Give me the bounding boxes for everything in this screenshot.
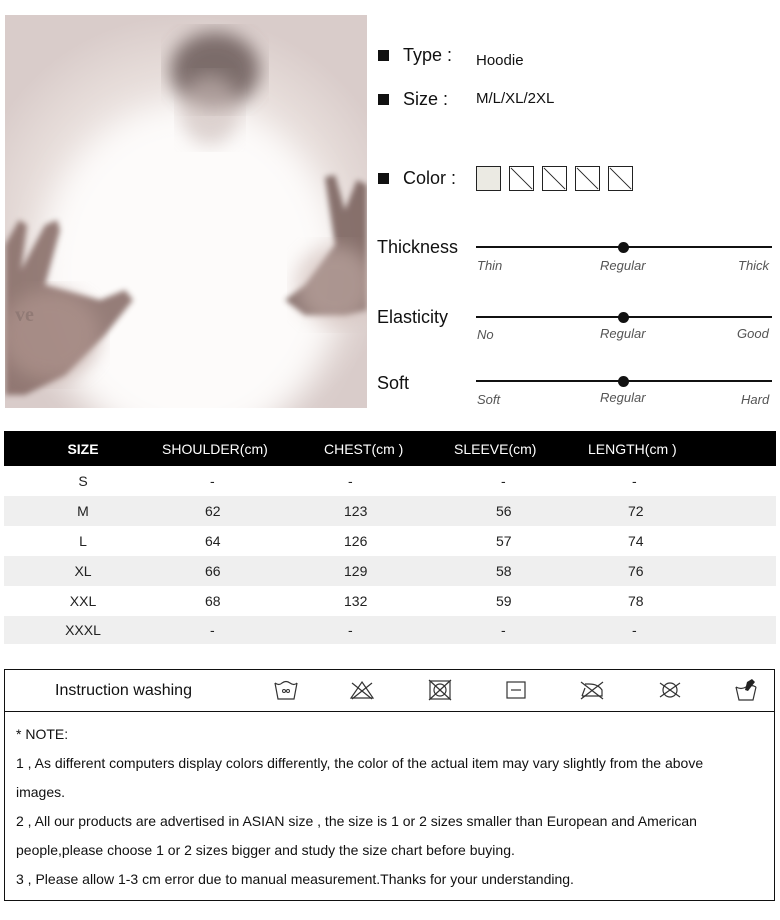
table-row [4, 526, 776, 556]
cell-length: - [588, 616, 776, 644]
table-header-row [4, 431, 776, 466]
care-and-notes-box [4, 669, 775, 901]
bullet-icon [378, 173, 389, 184]
cell-chest: 132 [344, 593, 368, 609]
color-swatch-unavailable[interactable] [608, 166, 633, 191]
cell-shoulder: 62 [162, 496, 299, 526]
cell-sleeve: 59 [496, 593, 512, 609]
cell-chest: - [348, 473, 353, 489]
header-size: SIZE [4, 431, 162, 466]
cell-size: XXXL [4, 616, 162, 644]
note-line: images. [16, 784, 66, 800]
spec-type-value: Hoodie [476, 52, 524, 69]
cell-shoulder: - [162, 616, 299, 644]
scale-high-label: Thick [738, 258, 770, 273]
hand-wash-only-icon [733, 678, 759, 702]
table-row [4, 586, 776, 616]
spec-size-label: Size : [403, 89, 449, 109]
note-heading: * NOTE: [16, 726, 69, 742]
color-swatches [476, 166, 633, 191]
header-shoulder: SHOULDER(cm) [162, 431, 299, 466]
cell-shoulder: 66 [162, 556, 299, 586]
scale-high-label: Hard [741, 392, 770, 407]
cell-chest: 123 [299, 496, 454, 526]
cell-size: L [79, 533, 87, 549]
washing-header [5, 670, 774, 712]
size-chart-table [4, 431, 776, 644]
scale-label: Soft [377, 373, 410, 393]
cell-length: 74 [628, 533, 644, 549]
scale-low-label: Soft [477, 392, 501, 407]
cell-sleeve: 56 [454, 496, 588, 526]
note-line: people,please choose 1 or 2 sizes bigger and study the size chart before buying. [16, 842, 515, 858]
blurred-figure-photo-icon [5, 15, 367, 408]
spec-type [378, 45, 452, 66]
bullet-icon [378, 50, 389, 61]
cell-shoulder: 68 [205, 593, 221, 609]
header-length: LENGTH(cm ) [588, 431, 776, 466]
note-line: 3 , Please allow 1-3 cm error due to manual measurement.Thanks for your understanding. [16, 871, 574, 887]
cell-length: - [632, 473, 637, 489]
cell-shoulder: - [210, 473, 215, 489]
scale-low-label: No [477, 327, 494, 342]
spec-color [378, 168, 456, 189]
spec-type-label: Type : [403, 45, 453, 65]
color-swatch-unavailable[interactable] [542, 166, 567, 191]
hand-wash-icon [273, 678, 299, 702]
table-row [4, 496, 776, 526]
scale-label: Elasticity [377, 307, 449, 327]
color-swatch-unavailable[interactable] [509, 166, 534, 191]
cell-sleeve: - [501, 473, 506, 489]
scale-mid-label: Regular [600, 326, 646, 341]
washing-title: Instruction washing [55, 682, 192, 699]
dry-flat-icon [503, 678, 529, 702]
table-row [4, 556, 776, 586]
cell-sleeve: 58 [454, 556, 588, 586]
color-swatch-unavailable[interactable] [575, 166, 600, 191]
header-chest: CHEST(cm ) [299, 431, 454, 466]
cell-size: XL [4, 556, 162, 586]
spec-size [378, 89, 448, 110]
product-photo [5, 15, 367, 408]
table-row [4, 466, 776, 496]
scale-marker [618, 242, 629, 253]
scale-low-label: Thin [477, 258, 503, 273]
color-swatch-available[interactable] [476, 166, 501, 191]
cell-size: XXL [69, 593, 97, 609]
bullet-icon [378, 94, 389, 105]
scale-mid-label: Regular [600, 390, 646, 405]
cell-length: 72 [588, 496, 776, 526]
scale-marker [618, 312, 629, 323]
do-not-bleach-icon [349, 678, 375, 702]
cell-size: M [4, 496, 162, 526]
cell-size: S [78, 473, 88, 489]
photo-watermark: ve [15, 304, 34, 326]
cell-chest: 129 [299, 556, 454, 586]
spec-size-value: M/L/XL/2XL [476, 90, 555, 107]
do-not-tumble-dry-icon [427, 678, 453, 702]
table-row [4, 616, 776, 644]
scale-mid-label: Regular [600, 258, 646, 273]
note-line: 2 , All our products are advertised in ASIAN size , the size is 1 or 2 sizes smaller than European and American [16, 813, 697, 829]
cell-length: 76 [588, 556, 776, 586]
spec-color-label: Color : [403, 168, 457, 188]
scale-marker [618, 376, 629, 387]
cell-length: 78 [628, 593, 644, 609]
cell-sleeve: - [454, 616, 588, 644]
scale-high-label: Good [737, 326, 769, 341]
cell-chest: - [299, 616, 454, 644]
header-sleeve: SLEEVE(cm) [454, 431, 588, 466]
do-not-dry-clean-icon [657, 678, 683, 702]
do-not-iron-icon [579, 678, 605, 702]
cell-shoulder: 64 [205, 533, 221, 549]
cell-sleeve: 57 [496, 533, 512, 549]
scale-label: Thickness [377, 237, 459, 257]
note-line: 1 , As different computers display colors differently, the color of the actual item may vary slightly from the above [16, 755, 704, 771]
cell-chest: 126 [344, 533, 368, 549]
